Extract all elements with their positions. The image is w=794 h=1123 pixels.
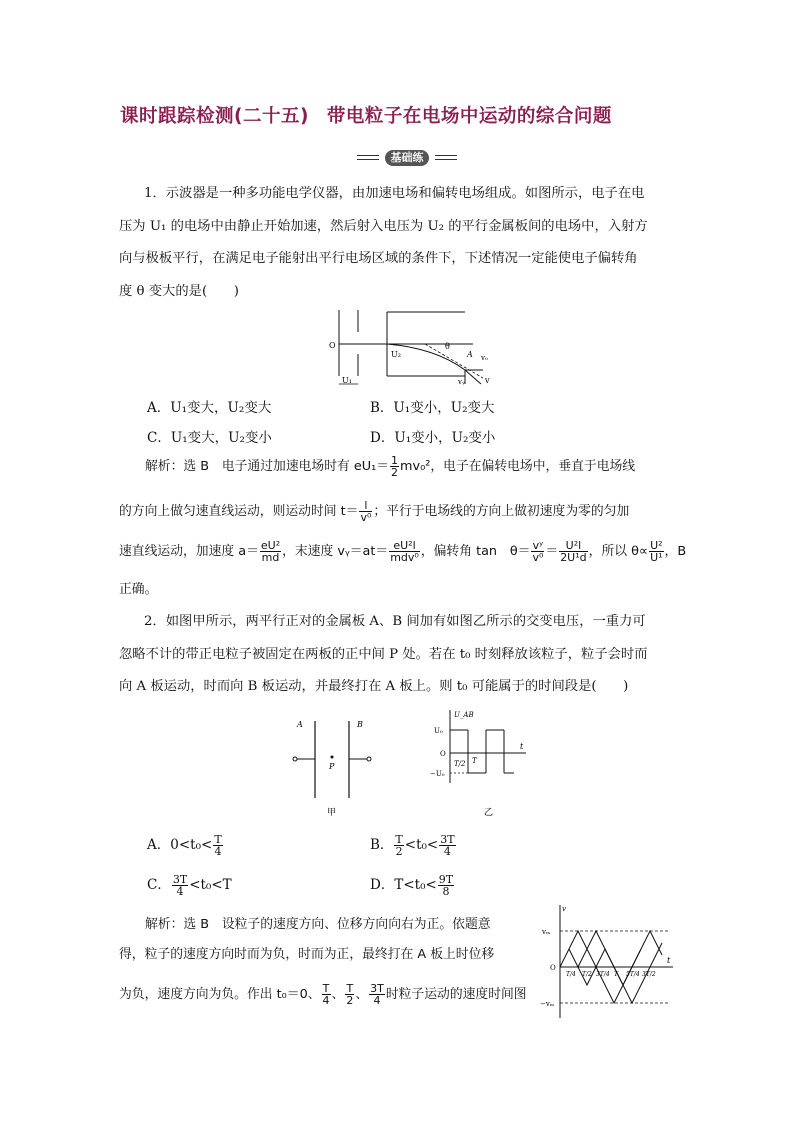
yi-caption: 乙 (484, 808, 494, 818)
q2-line-2: 忽略不计的带正电粒子被固定在两板的正中间 P 处。若在 t₀ 时刻释放该粒子，粒子会时而 (119, 647, 648, 662)
yi-label-T: T (472, 757, 477, 765)
fig1-label-A: A (467, 350, 473, 359)
vt-tick-6: 3T/2 (642, 971, 656, 978)
yi-label-O: O (440, 750, 446, 758)
q1-line-2: 压为 U₁ 的电场中由静止开始加速，然后射入电压为 U₂ 的平行金属板间的电场中，入射方 (119, 219, 648, 234)
vt-tick-4: T (614, 971, 619, 978)
vt-label-neg-vm: −vₘ (540, 1000, 555, 1008)
figure-yi-voltage (428, 708, 528, 823)
q2-option-d[interactable]: D．T<t₀< $\frac{9T}{8}$ (370, 873, 454, 898)
yi-label-u0: U₀ (434, 727, 443, 735)
vt-label-v: v (562, 905, 566, 913)
vt-tick-5: 5T/4 (626, 971, 640, 978)
figure-jia-plates (285, 713, 385, 823)
vt-label-O: O (550, 964, 556, 972)
page-title (120, 102, 612, 128)
q2-option-c[interactable]: C． $\frac{3T}{4}$ <t₀<T (147, 873, 232, 898)
q1-option-a[interactable]: A．U₁变大，U₂变大 (147, 400, 272, 416)
q2-option-b[interactable]: B． $\frac{T}{2}$ <t₀< $\frac{3T}{4}$ (370, 833, 455, 858)
fig1-label-vy: vᵧ (458, 378, 465, 386)
jia-label-B: B (357, 720, 363, 729)
title-left: 课时跟踪检测(二十五) (120, 106, 309, 127)
q2-explanation-line-1: 解析：选 B 设粒子的速度方向、位移方向向右为正。依题意 (145, 917, 491, 932)
section-badge (357, 150, 457, 168)
q1-option-b[interactable]: B．U₁变小，U₂变大 (370, 400, 495, 416)
q1-explanation-line-1: 解析：选 B 电子通过加速电场时有 eU₁＝ $\frac{1}{2}$ mv₀²，电子在偏转电场中，垂直于电场线 (145, 454, 636, 479)
vt-tick-3: 3T/4 (596, 971, 610, 978)
badge-label: 基础练 (385, 150, 429, 166)
q1-option-d[interactable]: D．U₁变小，U₂变小 (370, 430, 496, 446)
vt-label-t: t (667, 956, 671, 965)
vt-tick-1: T/4 (566, 971, 576, 978)
yi-label-neg-u0: −U₀ (430, 770, 445, 778)
q1-explanation-line-4: 正确。 (119, 582, 158, 597)
q2-option-a[interactable]: A．0<t₀< $\frac{T}{4}$ (147, 833, 222, 858)
q1-line-3: 向与极板平行，在满足电子能射出平行电场区域的条件下，下述情况一定能使电子偏转角 (119, 251, 638, 266)
q1-line-4: 度 θ 变大的是( ) (119, 284, 239, 299)
q2-explanation-line-2: 得，粒子的速度方向时而为负，时而为正，最终打在 A 板上时位移 (119, 947, 495, 962)
title-right: 带电粒子在电场中运动的综合问题 (326, 106, 612, 127)
fig1-label-U2: U₂ (391, 350, 401, 359)
fig1-label-U1: U₁ (342, 376, 352, 385)
q1-explanation-line-2: 的方向上做匀速直线运动，则运动时间 t＝ $\frac{l}{\text{v⁰}}$ ；平行于电场线的方向上做初速度为零的匀加 (119, 499, 630, 524)
oscilloscope-figure (325, 308, 500, 388)
q1-line-1: 1．示波器是一种多功能电学仪器，由加速电场和偏转电场组成。如图所示，电子在电 (144, 186, 645, 201)
vt-label-vm: vₘ (542, 928, 551, 936)
fig1-label-theta: θ (445, 342, 450, 351)
q2-explanation-line-3: 为负，速度方向为负。作出 t₀＝0、 $\frac{T}{4}$ 、 $\frac{T}{2}$ 、 $\frac{3T}{4}$ 时粒子运动的速度时间图 (119, 982, 527, 1007)
fig1-label-O: O (329, 341, 336, 350)
q1-explanation-line-3: 速直线运动，加速度 a＝ $\frac{\text{eU²}}{md}$ ，末速度 vᵧ＝at＝ $\frac{\text{eU²l}}{\text{mdv⁰}}$ ，偏转角 tan θ＝ $\frac{\text{vʸ}}{\text{v⁰}}$ ＝ $\frac{\text{U²l}}{\text{2U¹d}}$ ，所以 θ∝ $\frac{\text{U²}}{\text{U¹}}$ ，B (119, 539, 687, 564)
fig1-label-v: v (485, 376, 490, 385)
vt-tick-2: T/2 (582, 971, 592, 978)
jia-label-A: A (297, 720, 303, 729)
jia-label-P: P (329, 762, 335, 771)
yi-label-uab: U_AB (454, 711, 474, 719)
q1-option-c[interactable]: C．U₁变大，U₂变小 (147, 430, 272, 446)
jia-caption: 甲 (327, 808, 337, 818)
q2-line-3: 向 A 板运动，时而向 B 板运动，并最终打在 A 板上。则 t₀ 可能属于的时间段是( ) (119, 679, 629, 694)
velocity-time-figure (538, 903, 678, 1023)
q2-line-1: 2．如图甲所示，两平行正对的金属板 A、B 间加有如图乙所示的交变电压，一重力可 (144, 614, 646, 629)
fig1-label-v0: v₀ (481, 354, 488, 362)
yi-label-t: t (520, 742, 524, 751)
yi-label-t2: T/2 (454, 760, 466, 768)
